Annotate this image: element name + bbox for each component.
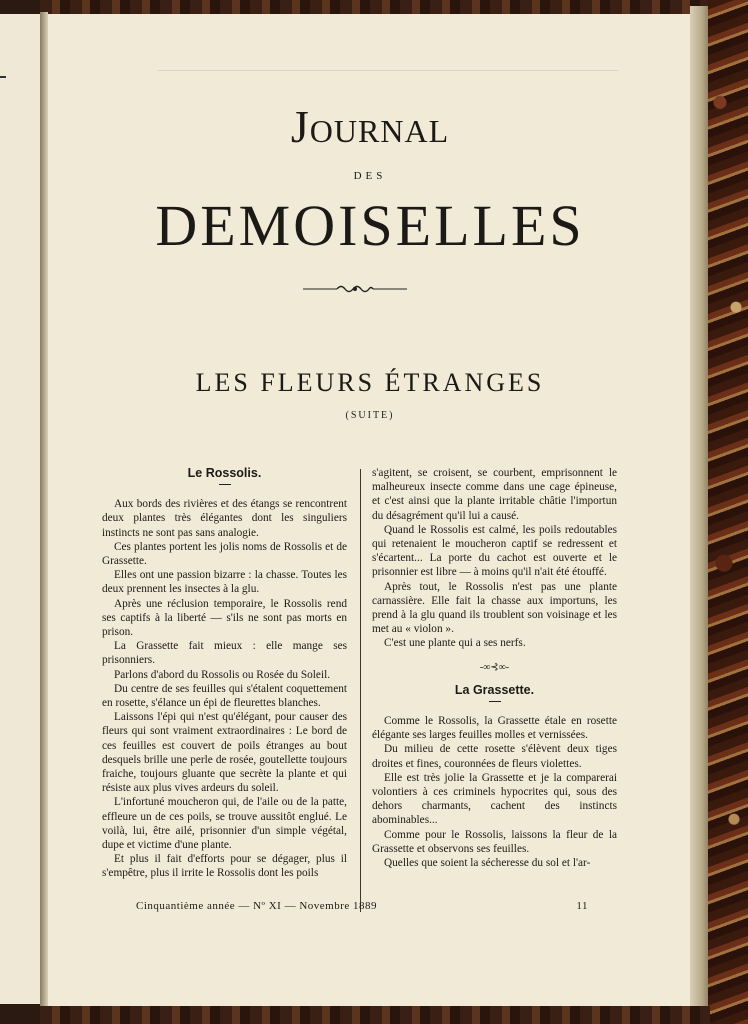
article-title: LES FLEURS ÉTRANGES <box>195 368 545 397</box>
paragraph: La Grassette fait mieux : elle mange ses prisonniers. <box>102 640 347 667</box>
section-heading-rossolis: Le Rossolis. <box>187 466 262 480</box>
paragraph: C'est une plante qui a ses nerfs. <box>384 637 526 650</box>
book-top-edge <box>40 0 710 14</box>
paragraph: Parlons d'abord du Rossolis ou Rosée du Soleil. <box>114 668 331 681</box>
masthead-des: DES <box>353 170 387 182</box>
page-stack-edge <box>690 6 710 1010</box>
flourish-ornament-icon <box>303 283 407 295</box>
small-ornament-icon: -∞⊰∞- <box>479 661 510 673</box>
paragraph: L'infortuné moucheron qui, de l'aile ou de la patte, effleure un de ces poils, se trouve aussitôt englué. Le voilà, lui, être ailé, prisonnier d'un simple végétal, dupe et victime d'une plante. <box>102 796 347 852</box>
page-number: 11 <box>576 900 588 912</box>
paragraph: Quelles que soient la sécheresse du sol et l'ar- <box>384 857 591 870</box>
heading-dash <box>489 701 501 702</box>
page-footer <box>136 900 588 912</box>
paragraph: Elles ont une passion bizarre : la chasse. Toutes les deux prennent les insectes à la glu. <box>102 569 347 596</box>
heading-dash <box>219 484 231 485</box>
article-subtitle: (SUITE) <box>345 410 395 421</box>
paragraph: Et plus il fait d'efforts pour se dégager, plus il s'empêtre, plus il irrite le Rossolis dont les poils <box>102 853 347 880</box>
paragraph: Du milieu de cette rosette s'élèvent deux tiges droites et fines, couronnées de fleurs violettes. <box>372 743 617 770</box>
paragraph: Elle est très jolie la Grassette et je la comparerai volontiers à ces criminels hypocrites qui, sous des dehors charmants, cachent des instincts abominables... <box>372 771 617 827</box>
paragraph: Laissons l'épi qui n'est qu'élégant, pour causer des fleurs qui sont vraiment extraordinaires : Le bord de ces feuilles est couvert de poils étranges au bout desquels brille une perle de rosée, goutellette toujours fraiche, toujours gluante que secrète la plante et qui résiste aux plus vives ardeurs du soleil. <box>102 711 347 795</box>
bleed-through-rule <box>158 70 618 71</box>
paragraph: Ces plantes portent les jolis noms de Rossolis et de Grassette. <box>102 540 347 568</box>
paragraph: Comme le Rossolis, la Grassette étale en rosette élégante ses larges feuilles molles et vernissées. <box>372 715 617 742</box>
column-divider <box>360 469 361 912</box>
marbled-cover <box>708 0 748 1024</box>
book-bottom-edge <box>40 1006 710 1024</box>
book-gutter <box>40 12 48 1008</box>
paragraph: Après tout, le Rossolis n'est pas une plante carnassière. Elle fait la chasse aux importuns, les prend à la glu quand ils troublent son voisinage et les met au « violon ». <box>372 580 617 636</box>
left-column <box>102 466 347 881</box>
paragraph: Du centre de ses feuilles qui s'étalent coquettement en rosette, s'élance un épi de fleurettes blanches. <box>102 682 347 710</box>
right-column <box>372 466 617 870</box>
journal-page <box>48 14 692 1006</box>
paragraph: Comme pour le Rossolis, laissons la fleur de la Grassette et observons ses feuilles. <box>372 828 617 855</box>
paragraph: s'agitent, se croisent, se courbent, emprisonnent le malheureux insecte comme dans une cage épineuse, et c'est ainsi que la plante irritable châtie l'importun du désagrément qu'il lui a causé. <box>372 467 617 522</box>
facing-page-edge <box>0 14 42 1004</box>
issue-line: Cinquantième année — Nº XI — Novembre 1889 <box>136 900 377 912</box>
paragraph: Après une réclusion temporaire, le Rossolis rend ses captifs à la liberté — s'ils ne sont pas morts en prison. <box>102 597 347 639</box>
paragraph: Aux bords des rivières et des étangs se rencontrent deux plantes très élégantes dont les singuliers instincts ne sont pas sans analogie. <box>102 498 347 539</box>
section-heading-grassette: La Grassette. <box>454 682 535 697</box>
masthead-journal: JOURNAL <box>290 101 450 152</box>
masthead-demoiselles: DEMOISELLES <box>155 193 585 258</box>
paragraph: Quand le Rossolis est calmé, les poils redoutables qui retenaient le moucheron captif se redressent et s'écartent... La porte du cachot est ouverte et le prisonnier est libre — à moins qu'il n'ait été étouffé. <box>372 523 617 579</box>
